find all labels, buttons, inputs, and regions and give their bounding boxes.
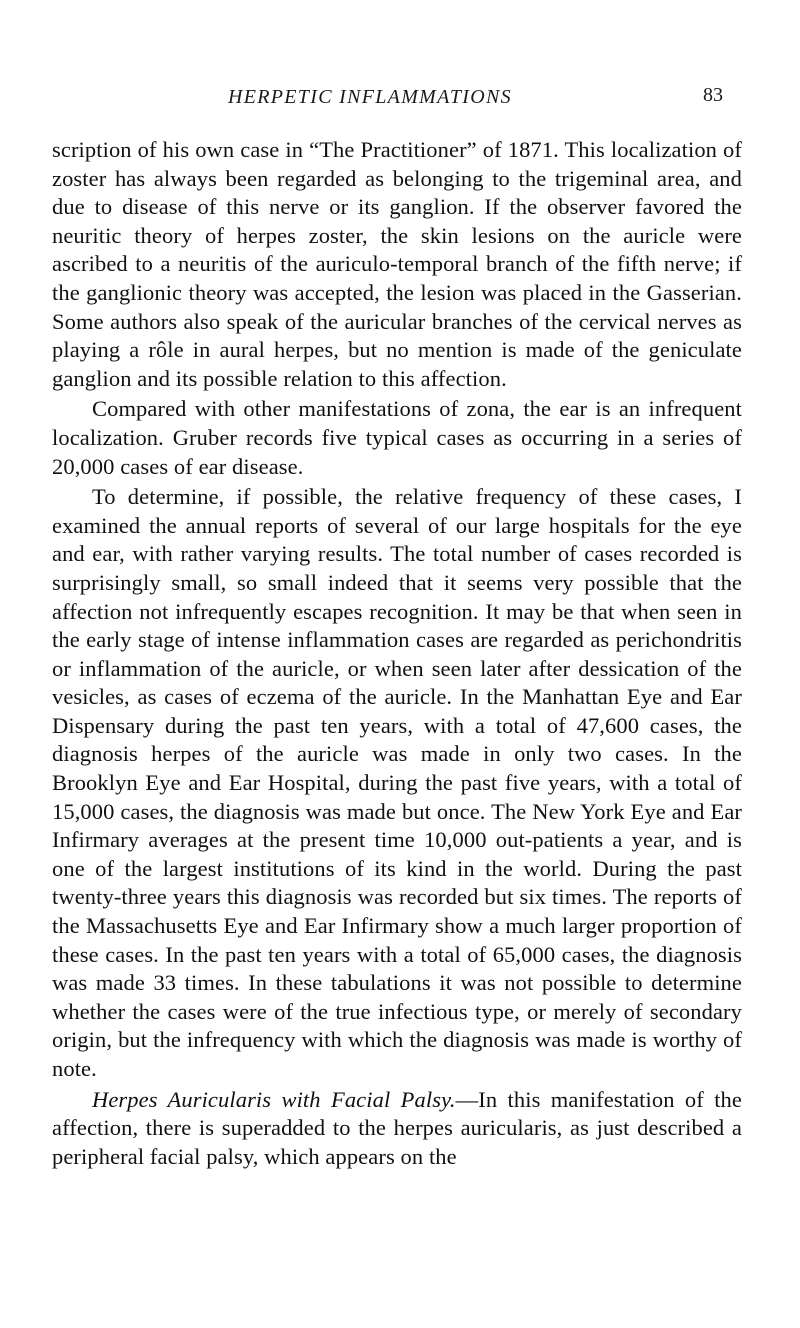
section-heading: Herpes Auricularis with Facial Palsy. [92,1086,456,1112]
section-text: —In this manifestation of the affection, there is superadded to the herpes auricularis, as just described a peripheral facial palsy, which appears on the [52,1086,742,1169]
paragraph-hospital-reports: To determine, if possible, the relative frequency of these cases, I examined the annual reports of several of our large hospitals for the eye and ear, with rather varying results. The total number of cases recorded is surprisingly small, so small indeed that it seems very possible that the affection not infrequently escapes recognition. It may be that when seen in the early stage of intense inflammation cases are regarded as perichondritis or inflammation of the auricle, or when seen later after dessication of the vesicles, as cases of eczema of the auricle. In the Manhattan Eye and Ear Dispensary during the past ten years, with a total of 47,600 cases, the diagnosis herpes of the auricle was made in only two cases. In the Brooklyn Eye and Ear Hospital, during the past five years, with a total of 15,000 cases, the diagnosis was made but once. The New York Eye and Ear Infirmary averages at the present time 10,000 out-patients a year, and is one of the largest institutions of its kind in the world. During the past twenty-three years this diagnosis was recorded but six times. The reports of the Massachusetts Eye and Ear Infirmary show a much larger proportion of these cases. In the past ten years with a total of 65,000 cases, the diagnosis was made 33 times. In these tabulations it was not possible to determine whether the cases were of the true infectious type, or merely of secondary origin, but the infrequency with which the diagnosis was made is worthy of note. [52,484,742,1081]
paragraph-facial-palsy [52,1086,742,1172]
paragraph-continuation: scription of his own case in “The Practitioner” of 1871. This localization of zoster has always been regarded as belonging to the trigeminal area, and due to disease of this nerve or its ganglion. If the observer favored the neuritic theory of herpes zoster, the skin lesions on the auricle were ascribed to a neuritis of the auriculo-temporal branch of the fifth nerve; if the ganglionic theory was accepted, the lesion was placed in the Gasserian. Some authors also speak of the auricular branches of the cervical nerves as playing a rôle in aural herpes, but no mention is made of the geniculate ganglion and its possible relation to this affection. [52,137,742,391]
body-text [52,136,742,1171]
running-head: HERPETIC INFLAMMATIONS [228,86,512,108]
paragraph-frequency: Compared with other manifestations of zona, the ear is an infrequent localization. Gruber records five typical cases as occurring in a series of 20,000 cases of ear disease. [52,396,742,479]
page-number: 83 [703,84,723,106]
